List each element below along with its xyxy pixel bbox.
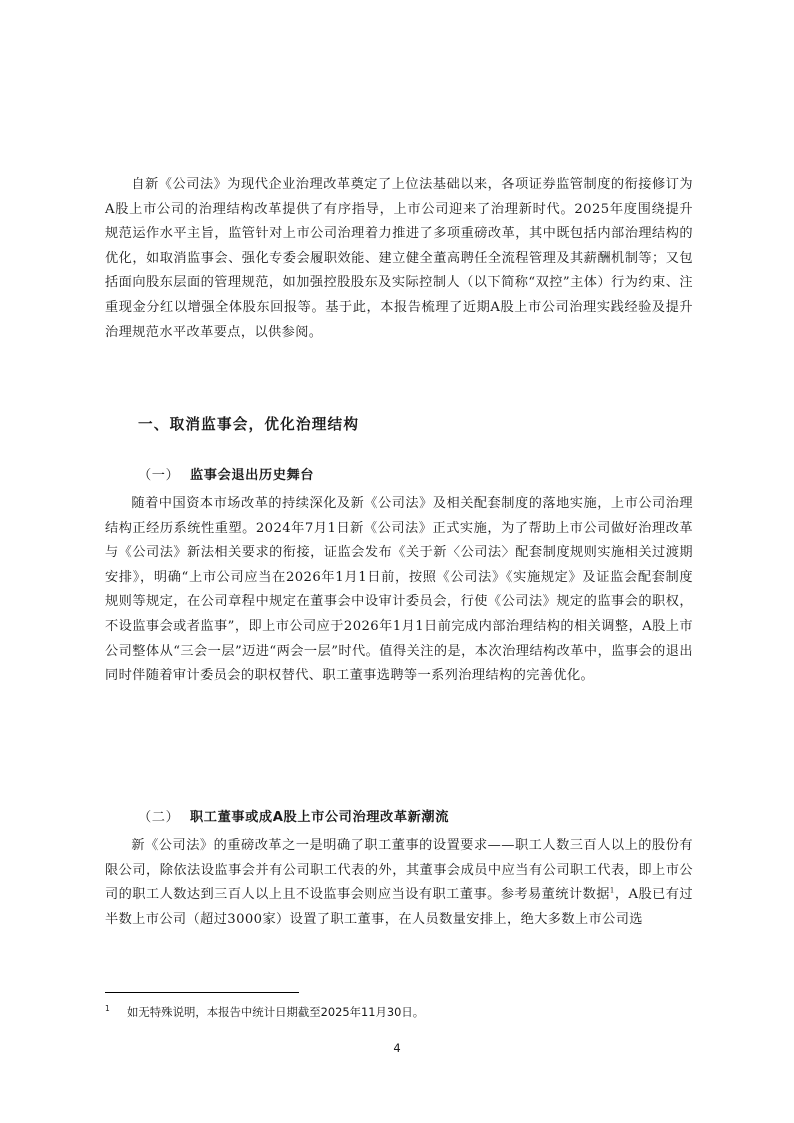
subsection-heading-1: [138, 464, 314, 483]
footnote-mark: 1: [105, 1004, 110, 1013]
intro-paragraph: 自新《公司法》为现代企业治理改革奠定了上位法基础以来，各项证券监管制度的衔接修订为A股上市公司的治理结构改革提供了有序指导，上市公司迎来了治理新时代。2025年度围绕提升规范运作水平主旨，监管针对上市公司治理着力推进了多项重磅改革，其中既包括内部治理结构的优化，如取消监事会、强化专委会履职效能、建立健全董高聘任全流程管理及其薪酬机制等；又包括面向股东层面的管理规范，如加强控股股东及实际控制人（以下简称“双控”主体）行为约束、注重现金分红以增强全体股东回报等。基于此，本报告梳理了近期A股上市公司治理实践经验及提升治理规范水平改革要点，以供参阅。: [105, 177, 693, 340]
subsection-heading-2: [138, 806, 449, 825]
subsection-2-paragraph: [105, 834, 693, 932]
paragraph-text: 新《公司法》的重磅改革之一是明确了职工董事的设置要求——职工人数三百人以上的股份有限公司，除依法设监事会并有公司职工代表的外，其董事会成员中应当有公司职工代表，即上市公司的职工人数达到三百人以上且不设监事会则应当设有职工董事。参考易董统计数据: [105, 838, 693, 903]
footnote: [105, 1004, 424, 1020]
subsection-1-paragraph: 随着中国资本市场改革的持续深化及新《公司法》及相关配套制度的落地实施，上市公司治理结构正经历系统性重塑。2024年7月1日新《公司法》正式实施，为了帮助上市公司做好治理改革与《公司法》新法相关要求的衔接，证监会发布《关于新〈公司法〉配套制度规则实施相关过渡期安排》，明确“上市公司应当在2026年1月1日前，按照《公司法》《实施规定》及证监会配套制度规则等规定，在公司章程中规定在董事会中设审计委员会，行使《公司法》规定的监事会的职权，不设监事会或者监事”，即上市公司应于2026年1月1日前完成内部治理结构的相关调整，A股上市公司整体从“三会一层”迈进“两会一层”时代。值得关注的是，本次治理结构改革中，监事会的退出同时伴随着审计委员会的职权替代、职工董事选聘等一系列治理结构的完善优化。: [105, 496, 693, 684]
paragraph-text-continued: ，A股已有过半数上市公司（超过3000家）设置了职工董事，在人员数量安排上，绝大多数上市公司选: [105, 887, 693, 927]
footnote-separator: [105, 992, 299, 993]
page-number: 4: [393, 1041, 401, 1055]
section-heading-1: 一、取消监事会，优化治理结构: [138, 416, 360, 433]
subsection-title: 监事会退出历史舞台: [190, 468, 315, 483]
footnote-text: 如无特殊说明，本报告中统计日期截至2025年11月30日。: [127, 1005, 425, 1019]
subsection-number: （一）: [138, 468, 180, 483]
footnote-reference[interactable]: 1: [609, 886, 615, 895]
subsection-title: 职工董事或成A股上市公司治理改革新潮流: [190, 810, 449, 825]
subsection-number: （二）: [138, 810, 180, 825]
